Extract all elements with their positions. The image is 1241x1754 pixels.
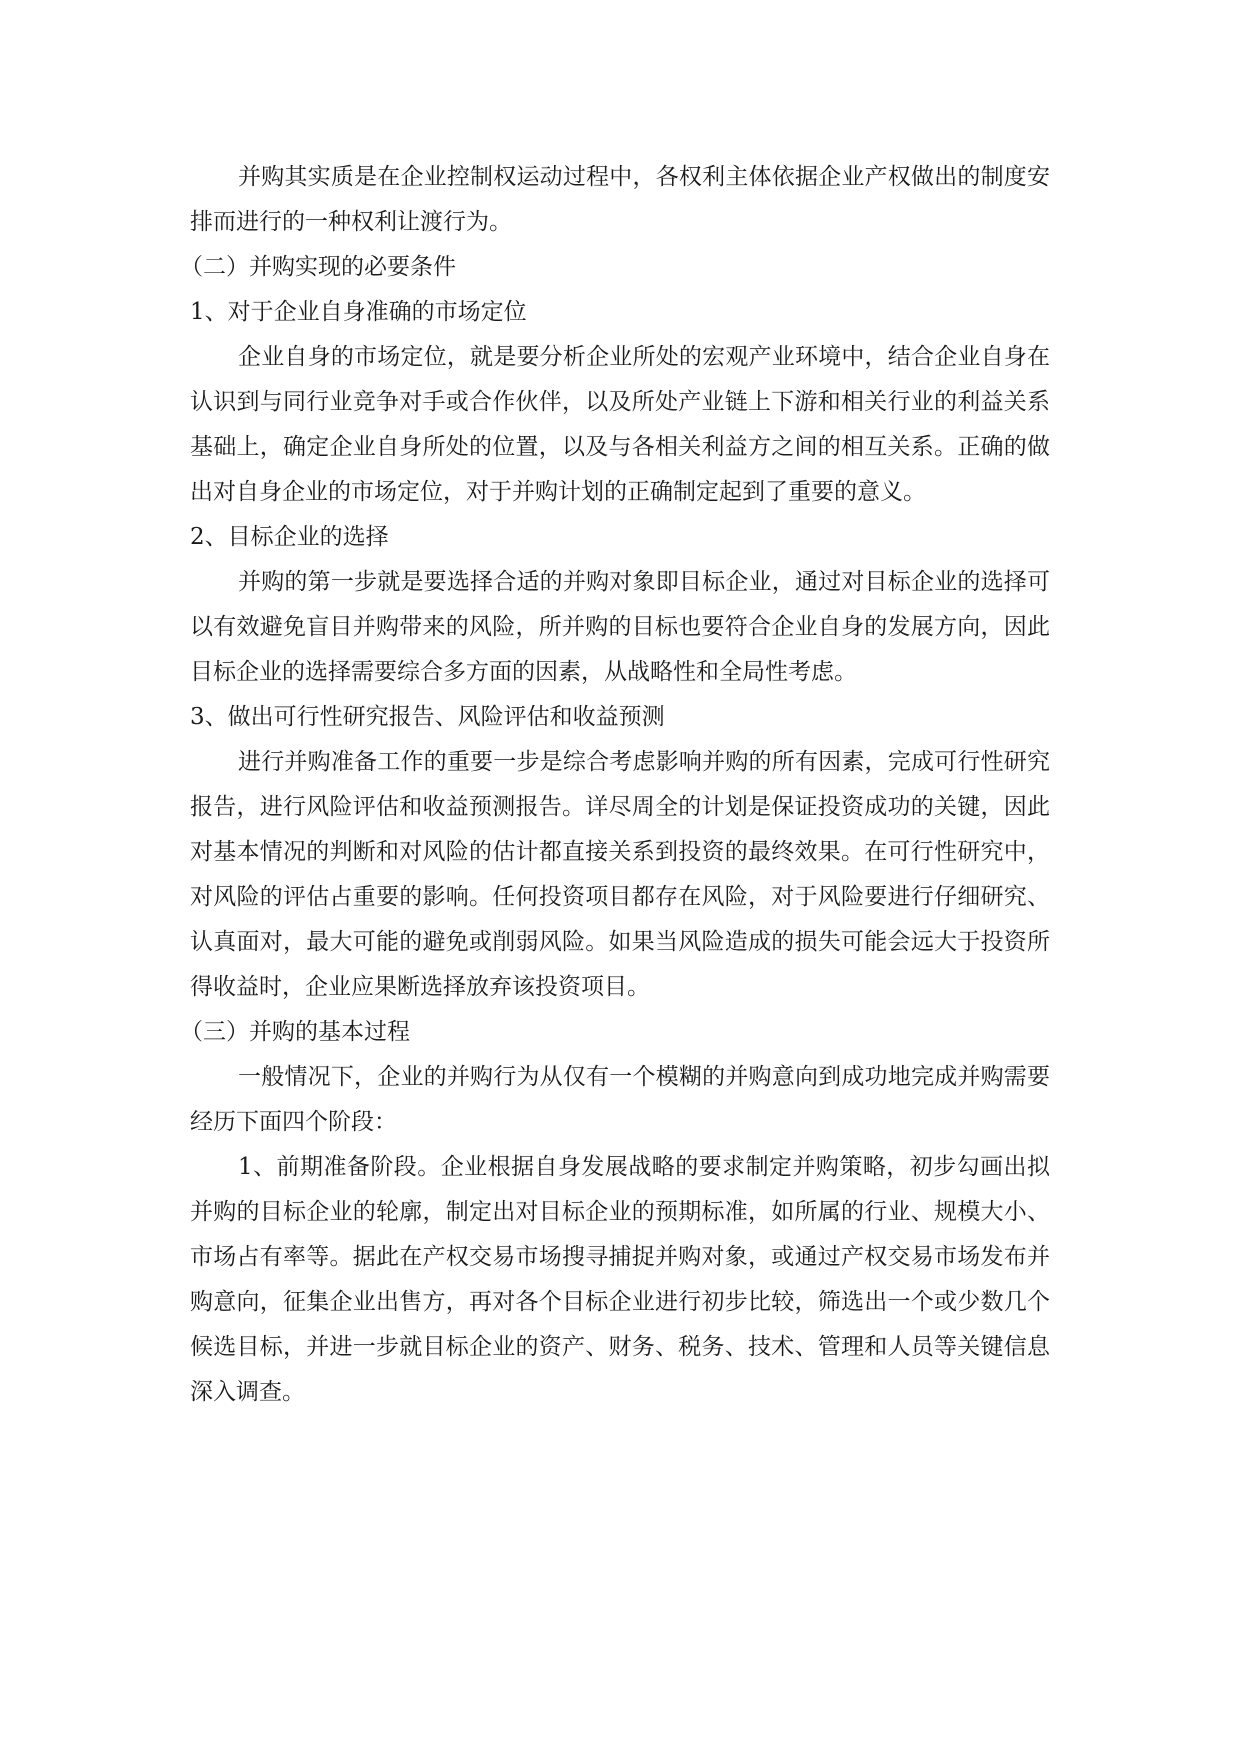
subheading-target-selection: 2、目标企业的选择: [190, 524, 389, 550]
paragraph-market-positioning: 企业自身的市场定位，就是要分析企业所处的宏观产业环境中，结合企业自身在认识到与同行业竞争对手或合作伙伴，以及所处产业链上下游和相关行业的利益关系基础上，确定企业自身所处的位置，以及与各相关利益方之间的相互关系。正确的做出对自身企业的市场定位，对于并购计划的正确制定起到了重要的意义。: [190, 344, 1050, 505]
paragraph-merger-essence: 并购其实质是在企业控制权运动过程中，各权利主体依据企业产权做出的制度安排而进行的一种权利让渡行为。: [190, 164, 1050, 235]
section-heading-basic-process: （三）并购的基本过程: [180, 1019, 410, 1045]
subheading-feasibility-report: 3、做出可行性研究报告、风险评估和收益预测: [190, 704, 665, 730]
paragraph-preparation-stage: 1、前期准备阶段。企业根据自身发展战略的要求制定并购策略，初步勾画出拟并购的目标企业的轮廓，制定出对目标企业的预期标准，如所属的行业、规模大小、市场占有率等。据此在产权交易市场搜寻捕捉并购对象，或通过产权交易市场发布并购意向，征集企业出售方，再对各个目标企业进行初步比较，筛选出一个或少数几个候选目标，并进一步就目标企业的资产、财务、税务、技术、管理和人员等关键信息深入调查。: [190, 1154, 1050, 1405]
section-heading-necessary-conditions: （二）并购实现的必要条件: [180, 254, 456, 280]
paragraph-feasibility-report: 进行并购准备工作的重要一步是综合考虑影响并购的所有因素，完成可行性研究报告，进行风险评估和收益预测报告。详尽周全的计划是保证投资成功的关键，因此对基本情况的判断和对风险的估计都直接关系到投资的最终效果。在可行性研究中，对风险的评估占重要的影响。任何投资项目都存在风险，对于风险要进行仔细研究、认真面对，最大可能的避免或削弱风险。如果当风险造成的损失可能会远大于投资所得收益时，企业应果断选择放弃该投资项目。: [190, 749, 1050, 1000]
document-body: [180, 155, 1050, 1415]
paragraph-target-selection: 并购的第一步就是要选择合适的并购对象即目标企业，通过对目标企业的选择可以有效避免盲目并购带来的风险，所并购的目标也要符合企业自身的发展方向，因此目标企业的选择需要综合多方面的因素，从战略性和全局性考虑。: [190, 569, 1050, 685]
subheading-market-positioning: 1、对于企业自身准确的市场定位: [190, 299, 527, 325]
paragraph-process-intro: 一般情况下，企业的并购行为从仅有一个模糊的并购意向到成功地完成并购需要经历下面四个阶段：: [190, 1064, 1050, 1135]
